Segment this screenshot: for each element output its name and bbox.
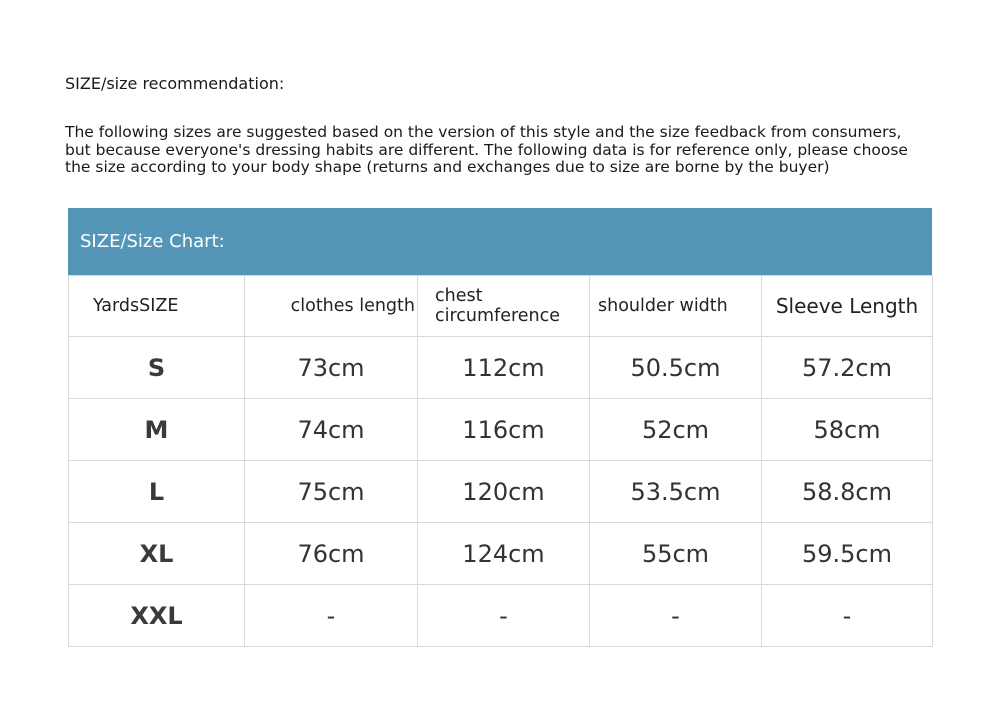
table-row — [69, 461, 933, 523]
chest-circumference-cell: 120cm — [418, 461, 590, 523]
table-row — [69, 585, 933, 647]
shoulder-width-cell: 50.5cm — [590, 337, 762, 399]
size-chart-title: SIZE/Size Chart: — [80, 231, 225, 252]
shoulder-width-cell: 55cm — [590, 523, 762, 585]
chest-circumference-cell: 112cm — [418, 337, 590, 399]
size-label-cell: XXL — [69, 585, 245, 647]
sleeve-length-cell: - — [762, 585, 933, 647]
size-chart-header — [68, 208, 932, 275]
intro-line: but because everyone's dressing habits are different. The following data is for reference only, please choose — [65, 140, 908, 159]
column-header-chest-circumference: chest circumference — [418, 276, 590, 337]
clothes-length-cell: - — [245, 585, 418, 647]
table-row — [69, 337, 933, 399]
intro-line: The following sizes are suggested based on the version of this style and the size feedback from consumers, — [65, 123, 902, 141]
shoulder-width-cell: 52cm — [590, 399, 762, 461]
column-header-sleeve-length: Sleeve Length — [762, 276, 933, 337]
size-recommendation-text — [65, 124, 945, 177]
size-label-cell: XL — [69, 523, 245, 585]
shoulder-width-cell: 53.5cm — [590, 461, 762, 523]
clothes-length-cell: 75cm — [245, 461, 418, 523]
table-row — [69, 399, 933, 461]
sleeve-length-cell: 59.5cm — [762, 523, 933, 585]
size-chart-table — [68, 275, 933, 647]
clothes-length-cell: 76cm — [245, 523, 418, 585]
sleeve-length-cell: 58.8cm — [762, 461, 933, 523]
table-header-row — [69, 276, 933, 337]
size-label-cell: L — [69, 461, 245, 523]
column-header-shoulder-width: shoulder width — [590, 276, 762, 337]
chest-circumference-cell: - — [418, 585, 590, 647]
size-label-cell: M — [69, 399, 245, 461]
clothes-length-cell: 74cm — [245, 399, 418, 461]
chest-circumference-cell: 116cm — [418, 399, 590, 461]
clothes-length-cell: 73cm — [245, 337, 418, 399]
chest-circumference-cell: 124cm — [418, 523, 590, 585]
size-label-cell: S — [69, 337, 245, 399]
sleeve-length-cell: 57.2cm — [762, 337, 933, 399]
size-recommendation-heading: SIZE/size recommendation: — [65, 74, 285, 93]
table-row — [69, 523, 933, 585]
column-header-clothes-length: clothes length — [245, 276, 418, 337]
intro-line: the size according to your body shape (returns and exchanges due to size are borne by the buyer) — [65, 158, 830, 176]
sleeve-length-cell: 58cm — [762, 399, 933, 461]
column-header-size: YardsSIZE — [69, 276, 245, 337]
shoulder-width-cell: - — [590, 585, 762, 647]
